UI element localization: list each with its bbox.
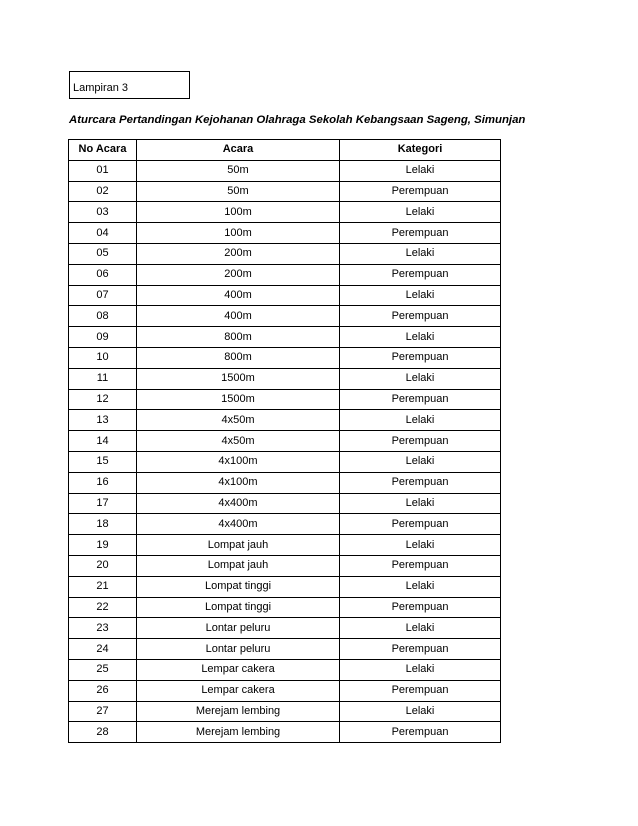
cell-kategori: Lelaki: [340, 243, 501, 264]
table-row: [69, 680, 501, 701]
cell-kategori: Perempuan: [340, 431, 501, 452]
header-no-acara: No Acara: [69, 140, 137, 161]
cell-acara: 100m: [137, 202, 340, 223]
cell-acara: 800m: [137, 347, 340, 368]
table-row: [69, 451, 501, 472]
cell-no-acara: 24: [69, 639, 137, 660]
cell-kategori: Lelaki: [340, 493, 501, 514]
table-row: [69, 659, 501, 680]
cell-no-acara: 18: [69, 514, 137, 535]
table-row: [69, 514, 501, 535]
table-row: [69, 493, 501, 514]
cell-acara: 200m: [137, 264, 340, 285]
table-row: [69, 576, 501, 597]
cell-acara: Merejam lembing: [137, 722, 340, 743]
cell-no-acara: 15: [69, 451, 137, 472]
cell-kategori: Lelaki: [340, 576, 501, 597]
cell-kategori: Lelaki: [340, 327, 501, 348]
cell-acara: 100m: [137, 223, 340, 244]
cell-no-acara: 11: [69, 368, 137, 389]
cell-no-acara: 23: [69, 618, 137, 639]
cell-no-acara: 10: [69, 347, 137, 368]
cell-no-acara: 26: [69, 680, 137, 701]
cell-acara: 1500m: [137, 389, 340, 410]
cell-no-acara: 08: [69, 306, 137, 327]
cell-acara: 4x100m: [137, 472, 340, 493]
table-row: [69, 181, 501, 202]
cell-acara: 4x400m: [137, 514, 340, 535]
cell-kategori: Lelaki: [340, 618, 501, 639]
cell-no-acara: 27: [69, 701, 137, 722]
cell-kategori: Lelaki: [340, 701, 501, 722]
cell-no-acara: 19: [69, 535, 137, 556]
cell-kategori: Lelaki: [340, 659, 501, 680]
event-schedule-table: [68, 139, 501, 743]
table-header-row: [69, 140, 501, 161]
table-row: [69, 431, 501, 452]
cell-acara: 50m: [137, 160, 340, 181]
table-row: [69, 327, 501, 348]
cell-acara: 4x50m: [137, 431, 340, 452]
cell-acara: Merejam lembing: [137, 701, 340, 722]
cell-no-acara: 14: [69, 431, 137, 452]
cell-acara: 4x50m: [137, 410, 340, 431]
table-row: [69, 202, 501, 223]
cell-acara: 400m: [137, 306, 340, 327]
cell-kategori: Lelaki: [340, 410, 501, 431]
cell-acara: 50m: [137, 181, 340, 202]
cell-no-acara: 06: [69, 264, 137, 285]
cell-acara: Lompat jauh: [137, 535, 340, 556]
cell-kategori: Perempuan: [340, 181, 501, 202]
cell-kategori: Perempuan: [340, 306, 501, 327]
cell-kategori: Perempuan: [340, 514, 501, 535]
cell-kategori: Lelaki: [340, 368, 501, 389]
cell-acara: Lompat jauh: [137, 555, 340, 576]
header-kategori: Kategori: [340, 140, 501, 161]
document-title: Aturcara Pertandingan Kejohanan Olahraga Sekolah Kebangsaan Sageng, Simunjan: [69, 114, 526, 126]
cell-no-acara: 13: [69, 410, 137, 431]
table-row: [69, 618, 501, 639]
cell-kategori: Perempuan: [340, 347, 501, 368]
cell-acara: 1500m: [137, 368, 340, 389]
cell-no-acara: 12: [69, 389, 137, 410]
cell-acara: Lontar peluru: [137, 618, 340, 639]
cell-kategori: Perempuan: [340, 472, 501, 493]
cell-no-acara: 21: [69, 576, 137, 597]
appendix-label: Lampiran 3: [73, 82, 129, 94]
header-acara: Acara: [137, 140, 340, 161]
table-row: [69, 472, 501, 493]
table-row: [69, 285, 501, 306]
cell-kategori: Lelaki: [340, 285, 501, 306]
cell-kategori: Perempuan: [340, 264, 501, 285]
table-row: [69, 347, 501, 368]
cell-no-acara: 07: [69, 285, 137, 306]
cell-acara: 4x100m: [137, 451, 340, 472]
cell-acara: 800m: [137, 327, 340, 348]
cell-acara: Lontar peluru: [137, 639, 340, 660]
cell-no-acara: 05: [69, 243, 137, 264]
table-row: [69, 389, 501, 410]
cell-no-acara: 16: [69, 472, 137, 493]
cell-no-acara: 28: [69, 722, 137, 743]
cell-kategori: Lelaki: [340, 535, 501, 556]
cell-no-acara: 09: [69, 327, 137, 348]
table-row: [69, 368, 501, 389]
cell-acara: 200m: [137, 243, 340, 264]
table-row: [69, 535, 501, 556]
cell-kategori: Lelaki: [340, 160, 501, 181]
table-row: [69, 223, 501, 244]
cell-kategori: Perempuan: [340, 639, 501, 660]
cell-kategori: Perempuan: [340, 597, 501, 618]
cell-no-acara: 02: [69, 181, 137, 202]
table-row: [69, 306, 501, 327]
cell-no-acara: 03: [69, 202, 137, 223]
table-row: [69, 243, 501, 264]
table-row: [69, 410, 501, 431]
table-row: [69, 597, 501, 618]
cell-acara: Lempar cakera: [137, 659, 340, 680]
cell-no-acara: 01: [69, 160, 137, 181]
table-row: [69, 722, 501, 743]
table-row: [69, 264, 501, 285]
cell-kategori: Perempuan: [340, 389, 501, 410]
cell-acara: Lempar cakera: [137, 680, 340, 701]
cell-kategori: Lelaki: [340, 451, 501, 472]
table-row: [69, 160, 501, 181]
cell-kategori: Lelaki: [340, 202, 501, 223]
cell-acara: Lompat tinggi: [137, 597, 340, 618]
cell-no-acara: 25: [69, 659, 137, 680]
cell-kategori: Perempuan: [340, 680, 501, 701]
cell-no-acara: 20: [69, 555, 137, 576]
table-row: [69, 701, 501, 722]
cell-acara: 4x400m: [137, 493, 340, 514]
cell-no-acara: 04: [69, 223, 137, 244]
cell-no-acara: 17: [69, 493, 137, 514]
cell-acara: Lompat tinggi: [137, 576, 340, 597]
cell-kategori: Perempuan: [340, 555, 501, 576]
table-body: [69, 160, 501, 742]
cell-kategori: Perempuan: [340, 223, 501, 244]
cell-kategori: Perempuan: [340, 722, 501, 743]
table-row: [69, 555, 501, 576]
table-row: [69, 639, 501, 660]
appendix-label-box: [69, 71, 190, 99]
cell-no-acara: 22: [69, 597, 137, 618]
cell-acara: 400m: [137, 285, 340, 306]
